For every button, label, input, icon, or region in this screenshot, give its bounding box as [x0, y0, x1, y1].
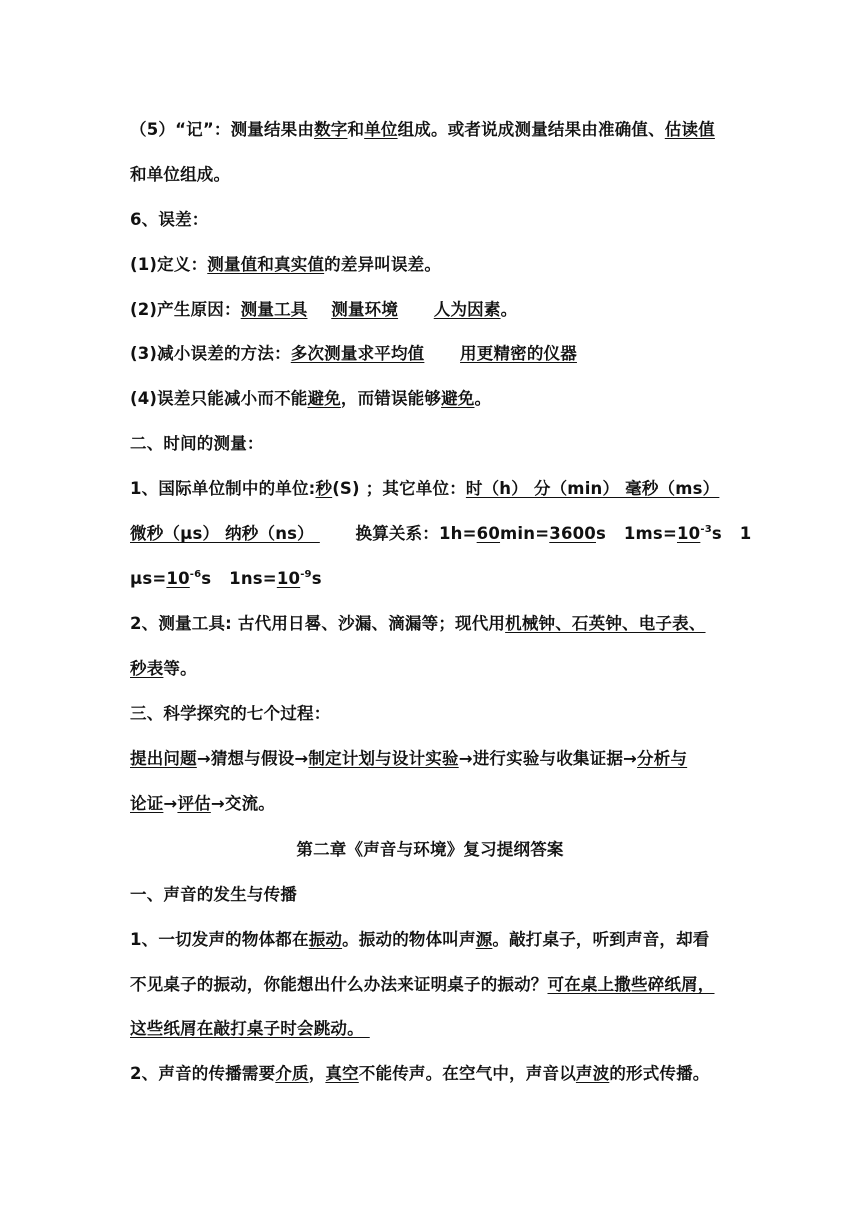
underlined-answer: 分析与 [637, 749, 688, 768]
text-run: （5）“记”：测量结果由 [130, 120, 315, 139]
text-run [398, 300, 434, 319]
text-run: 的差异叫误差。 [324, 255, 442, 274]
underlined-answer: 秒表 [130, 659, 164, 678]
text-run: 一、声音的发生与传播 [130, 885, 297, 904]
underlined-answer: 这些纸屑在敲打桌子时会跳动。 [130, 1019, 370, 1038]
text-run: s 1ns= [201, 569, 277, 588]
text-run: 1、国际单位制中的单位: [130, 479, 316, 498]
text-line [130, 253, 730, 277]
text-run: (S) ；其它单位： [332, 479, 466, 498]
text-run: 等。 [163, 659, 197, 678]
underlined-answer: 论证 [130, 794, 164, 813]
text-line [130, 208, 730, 232]
text-run: 换算关系：1h= [319, 524, 477, 543]
underlined-answer: 多次测量求平均值 [290, 344, 425, 363]
underlined-answer: 制定计划与设计实验 [308, 749, 459, 768]
text-run: 和 [347, 120, 365, 139]
underlined-answer: 人为因素 [433, 300, 501, 319]
text-run: ，而错误能够 [340, 389, 442, 408]
text-run: 的形式传播。 [609, 1064, 710, 1083]
underlined-answer: 测量工具 [240, 300, 308, 319]
underlined-answer: 评估 [177, 794, 211, 813]
underlined-answer: 振动 [308, 930, 343, 949]
text-line [130, 342, 730, 366]
text-line [130, 522, 752, 546]
text-line [130, 387, 730, 411]
text-line [130, 118, 730, 142]
text-line [130, 883, 730, 907]
underlined-answer: 机械钟、石英钟、电子表、 [505, 614, 706, 633]
underlined-answer: 60 [476, 524, 501, 543]
text-run: 组成。或者说成测量结果由准确值、 [397, 120, 665, 139]
superscript: -6 [189, 569, 202, 580]
text-run: →进行实验与收集证据→ [458, 749, 638, 768]
underlined-answer: 避免 [307, 389, 341, 408]
text-run: s [311, 569, 322, 588]
text-line [130, 477, 730, 501]
text-run: (1)定义： [130, 255, 208, 274]
underlined-answer: 真空 [325, 1064, 359, 1083]
text-line [130, 747, 730, 771]
text-line [130, 1062, 730, 1086]
text-run: 不见桌子的振动，你能想出什么办法来证明桌子的振动？ [130, 975, 548, 994]
text-run: (4)误差只能减小而不能 [130, 389, 308, 408]
text-line [130, 612, 730, 636]
text-run: →交流。 [210, 794, 275, 813]
text-run: 二、时间的测量： [130, 434, 264, 453]
text-line [130, 567, 730, 591]
underlined-answer: 测量环境 [331, 300, 399, 319]
underlined-answer: 声波 [575, 1064, 610, 1083]
chapter-heading [0, 838, 860, 862]
underlined-answer: 10 [276, 569, 301, 588]
underlined-answer: 微秒（μs） 纳秒（ns） [130, 524, 320, 543]
text-run: 。振动的物体叫声 [342, 930, 476, 949]
text-run [424, 344, 460, 363]
text-line [130, 928, 730, 952]
text-run: 和单位组成。 [130, 165, 231, 184]
text-run: s 1 [711, 524, 752, 543]
text-run [307, 300, 331, 319]
text-line [130, 1017, 730, 1041]
text-run: 三、科学探究的七个过程： [130, 704, 331, 723]
underlined-answer: 提出问题 [130, 749, 197, 768]
underlined-answer: 用更精密的仪器 [460, 344, 577, 363]
text-run: (3)减小误差的方法： [130, 344, 291, 363]
underlined-answer: 时（h） 分（min） 毫秒（ms） [465, 479, 720, 498]
text-run: 1、一切发声的物体都在 [130, 930, 309, 949]
underlined-answer: 可在桌上撒些碎纸屑， [547, 975, 715, 994]
text-run: (2)产生原因： [130, 300, 241, 319]
text-line [130, 298, 730, 322]
text-run: 不能传声。在空气中，声音以 [358, 1064, 576, 1083]
underlined-answer: 秒 [315, 479, 333, 498]
text-run: 6、误差： [130, 210, 209, 229]
text-line [130, 702, 730, 726]
text-run: s 1ms= [596, 524, 677, 543]
text-run: →猜想与假设→ [196, 749, 309, 768]
text-run: 。 [500, 300, 518, 319]
text-run: μs= [130, 569, 167, 588]
underlined-answer: 单位 [364, 120, 398, 139]
superscript: -9 [300, 569, 312, 580]
text-line [130, 163, 730, 187]
superscript: -3 [700, 524, 712, 535]
text-line [130, 973, 730, 997]
underlined-answer: 数字 [314, 120, 348, 139]
text-run: 2、声音的传播需要 [130, 1064, 276, 1083]
text-run: 第二章《声音与环境》复习提纲答案 [296, 840, 564, 859]
text-line [130, 657, 730, 681]
text-run: 。敲打桌子，听到声音，却看 [492, 930, 710, 949]
text-run: min= [500, 524, 550, 543]
underlined-answer: 介质 [275, 1064, 309, 1083]
text-run: → [163, 794, 178, 813]
underlined-answer: 10 [166, 569, 190, 588]
text-run: ， [308, 1064, 326, 1083]
underlined-answer: 3600 [549, 524, 596, 543]
underlined-answer: 测量值和真实值 [207, 255, 325, 274]
text-line [130, 792, 730, 816]
text-run: 。 [474, 389, 492, 408]
underlined-answer: 避免 [441, 389, 475, 408]
text-line [130, 432, 730, 456]
underlined-answer: 源 [475, 930, 493, 949]
underlined-answer: 估读值 [664, 120, 715, 139]
underlined-answer: 10 [676, 524, 701, 543]
text-run: 2、测量工具: 古代用日晷、沙漏、滴漏等；现代用 [130, 614, 506, 633]
